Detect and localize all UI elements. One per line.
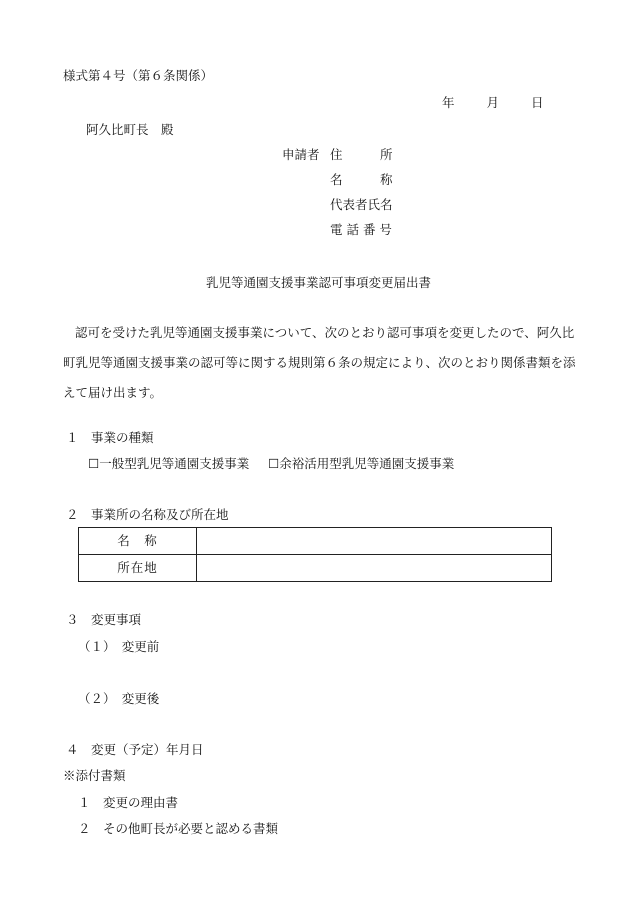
date-line xyxy=(442,97,543,110)
applicant-phone-label: 電 話 番 号 xyxy=(330,222,392,237)
page-title: 乳児等通園支援事業認可事項変更届出書 xyxy=(206,275,432,290)
body-line-2: 町乳児等通園支援事業の認可等に関する規則第６条の規定により、次のとおり関係書類を添 xyxy=(63,355,576,370)
table-row xyxy=(79,555,552,582)
addressee: 阿久比町長 殿 xyxy=(86,122,174,137)
body-line-1: 認可を受けた乳児等通園支援事業について、次のとおり認可事項を変更したので、阿久比 xyxy=(75,325,575,340)
applicant-name-label: 名 称 xyxy=(330,172,393,187)
facility-name-value xyxy=(197,528,552,555)
table-row xyxy=(79,528,552,555)
applicant-address-label: 住 所 xyxy=(330,147,393,162)
body-line-3: えて届け出ます。 xyxy=(63,385,163,400)
facility-address-label: 所在地 xyxy=(79,555,197,582)
facility-name-label: 名 称 xyxy=(79,528,197,555)
date-year: 年 xyxy=(442,95,455,110)
facility-table xyxy=(78,527,552,582)
section3-after: （２） 変更後 xyxy=(78,691,160,706)
section1-option-general: ☐一般型乳児等通園支援事業 xyxy=(88,456,250,471)
section2-heading: ２ 事業所の名称及び所在地 xyxy=(66,507,229,522)
applicant-label: 申請者 xyxy=(282,147,320,162)
attachments-heading: ※添付書類 xyxy=(63,768,126,783)
section1-option-surplus: ☐余裕活用型乳児等通園支援事業 xyxy=(268,456,455,471)
section4-heading: ４ 変更（予定）年月日 xyxy=(66,742,204,757)
date-month: 月 xyxy=(486,95,499,110)
date-day: 日 xyxy=(530,95,544,110)
attachment-item-1: １ 変更の理由書 xyxy=(78,795,179,810)
facility-address-value xyxy=(197,555,552,582)
form-number: 様式第４号（第６条関係） xyxy=(63,68,214,83)
section3-heading: ３ 変更事項 xyxy=(66,612,142,627)
section3-before: （１） 変更前 xyxy=(78,639,160,654)
applicant-representative-label: 代表者氏名 xyxy=(330,197,393,212)
section1-heading: １ 事業の種類 xyxy=(66,430,154,445)
body-paragraph xyxy=(63,318,583,408)
attachment-item-2: ２ その他町長が必要と認める書類 xyxy=(78,821,279,836)
